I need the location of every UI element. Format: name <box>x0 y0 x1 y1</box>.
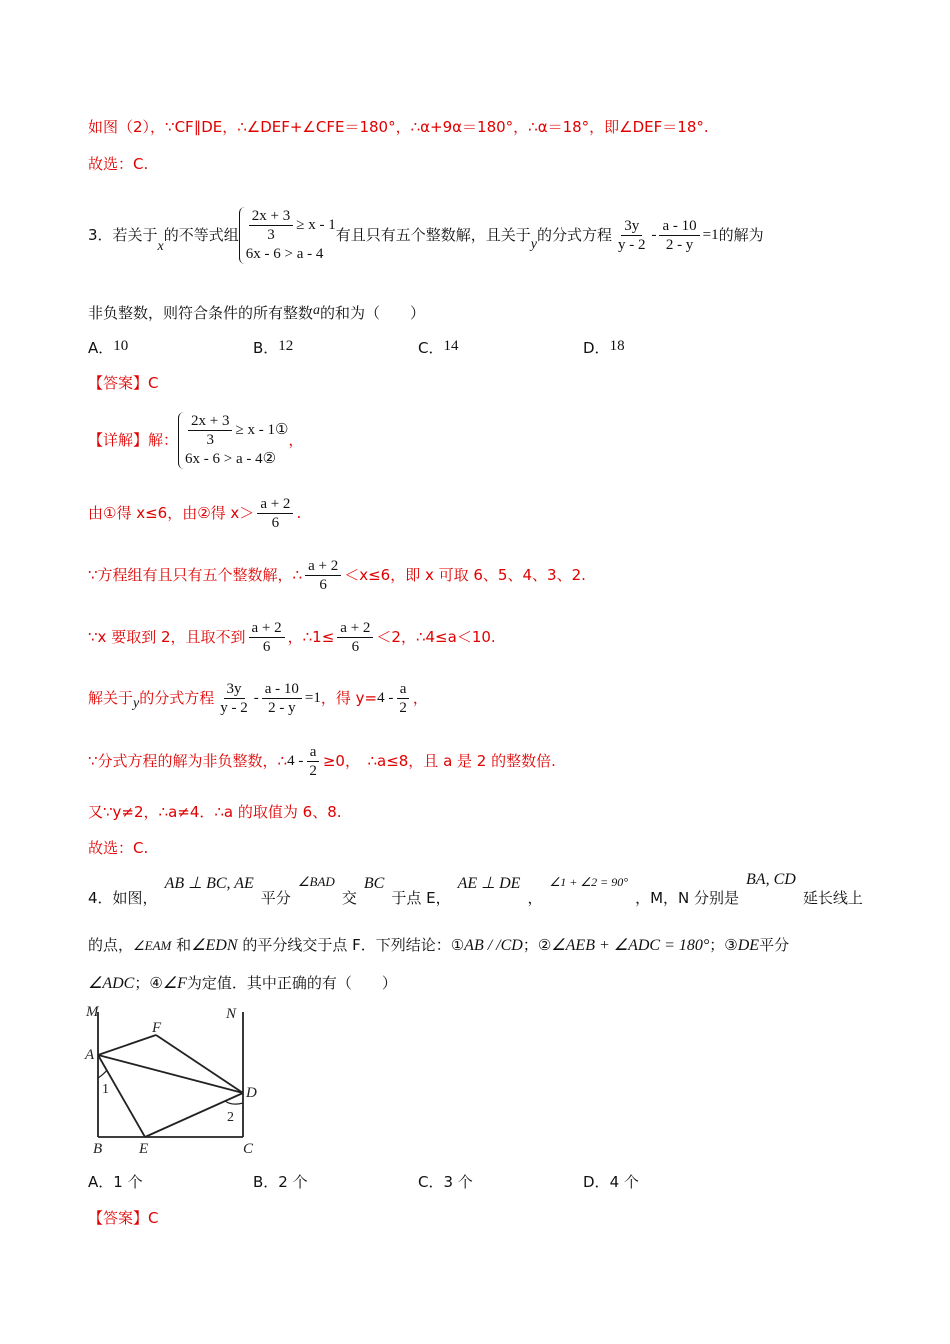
q4-geometry-diagram <box>80 1000 280 1160</box>
q3-ineq1-numerator: 2x + 3 <box>249 207 293 226</box>
q3-step4-text-c: ，得 y= <box>320 689 378 707</box>
q4-math-6: BA, CD <box>746 871 796 888</box>
label-F: F <box>152 1020 162 1036</box>
q3-step3-end: ＜2，∴4≤a＜10. <box>376 628 496 646</box>
q3-detail-label: 【详解】解： <box>88 431 179 449</box>
q3-option-c[interactable]: C．14 <box>418 338 459 357</box>
q3-step1-text: 由①得 x≤6，由②得 x＞ <box>88 504 255 522</box>
q3-option-d[interactable]: D．18 <box>583 338 625 357</box>
label-A: A <box>85 1047 95 1063</box>
q3-step3-num2: a + 2 <box>337 619 373 638</box>
line-AF <box>98 1035 156 1055</box>
q3-step1-end: . <box>296 504 302 522</box>
q3-step4-rhs: =1 <box>304 690 321 706</box>
q3-inequality-system <box>239 207 336 264</box>
question-4-line3 <box>88 973 397 994</box>
q3-text-d: 的解为 <box>718 226 764 244</box>
q4-line2-text-f: 平分 <box>759 936 790 954</box>
q3-step2-end: ＜x≤6，即 x 可取 6、5、4、3、2. <box>344 566 586 584</box>
q3-step4-text: 解关于 <box>88 689 134 707</box>
q3-eq-f1-num: 3y <box>621 217 642 236</box>
q3-step1 <box>88 490 301 536</box>
label-D: D <box>246 1085 257 1101</box>
q4-text-3: 于点 E， <box>391 889 451 907</box>
q3-step3-text: ∵x 要取到 2，且取不到 <box>88 628 246 646</box>
q3-step5-end: ≥0， ∴a≤8，且 a 是 2 的整数倍. <box>322 752 556 770</box>
q4-line2-text-c: 的平分线交于点 F．下列结论：① <box>242 936 465 954</box>
q3-step4 <box>88 675 428 721</box>
q4-text-2: 交 <box>341 889 357 907</box>
q4-math-11: DE <box>737 937 760 954</box>
q4-math-2: ∠BAD <box>297 874 335 889</box>
q3-number: 3．若关于 <box>88 226 158 244</box>
q3-step4-minus: - <box>253 690 259 706</box>
q3-step4-var: y <box>133 696 140 711</box>
solution-2-line: 如图（2），∵CF∥DE，∴∠DEF+∠CFE＝180°，∴α+9α＝180°，∴α＝18°，即∠DEF＝18°. <box>88 118 709 136</box>
q3-step2-den: 6 <box>319 576 327 593</box>
question-3-line2 <box>88 303 425 325</box>
q3-detail-ineq1-den: 3 <box>206 431 214 448</box>
q4-text-4: ， <box>527 889 543 907</box>
q4-line2-text-d: ；② <box>522 936 552 954</box>
q3-eq-f2-den: 2 - y <box>665 236 694 253</box>
q3-step3-den1: 6 <box>262 638 271 655</box>
q4-line2-text-e: ；③ <box>709 936 738 954</box>
q4-math-7: ∠EAM <box>133 938 172 953</box>
q3-step5-value: 4 - <box>287 753 304 769</box>
q3-step4-f1-num: 3y <box>224 680 245 699</box>
label-B: B <box>93 1141 103 1157</box>
q3-step3-num1: a + 2 <box>249 619 285 638</box>
q4-number: 4．如图， <box>88 889 158 907</box>
q3-detail-ineq2: 6x - 6 > a - 4② <box>185 450 277 467</box>
q4-math-8: ∠EDN <box>191 937 238 954</box>
q4-math-1: AB ⊥ BC, AE <box>164 875 254 892</box>
label-M: M <box>86 1004 99 1020</box>
q3-step5-den: 2 <box>309 762 317 779</box>
q4-math-13: ∠F <box>162 975 187 992</box>
label-E: E <box>139 1141 149 1157</box>
question-4-line2 <box>88 935 789 956</box>
q3-var-y: y <box>530 237 537 252</box>
angle-2-arc <box>225 1101 243 1104</box>
q3-step1-den: 6 <box>271 514 280 531</box>
q3-step4-end: ， <box>412 689 428 707</box>
q3-option-b[interactable]: B．12 <box>253 338 294 357</box>
q3-detail-comma: ， <box>288 431 304 449</box>
q4-math-12: ∠ADC <box>88 975 135 992</box>
angle-1-arc <box>98 1070 107 1078</box>
q3-step5-text: ∵分式方程的解为非负整数，∴ <box>88 752 288 770</box>
q3-step4-f1-den: y - 2 <box>220 699 248 716</box>
q3-ineq2: 6x - 6 > a - 4 <box>245 245 324 262</box>
q3-eq-rhs: =1 <box>702 227 719 243</box>
q3-detail-line <box>88 405 303 475</box>
label-angle-1: 1 <box>102 1082 109 1097</box>
q3-eq-f2-num: a - 10 <box>659 217 699 236</box>
q3-step6: 又∵y≠2，∴a≠4．∴a 的取值为 6、8. <box>88 803 342 821</box>
q3-detail-system <box>178 412 288 469</box>
q4-line2-text-b: 和 <box>176 936 192 954</box>
solution-2-conclusion: 故选：C. <box>88 155 149 173</box>
q3-step1-num: a + 2 <box>257 495 293 514</box>
q4-line3-text-a: ；④ <box>134 974 163 992</box>
q3-step3 <box>88 614 496 660</box>
question-3-line1 <box>88 190 764 280</box>
label-N: N <box>226 1006 237 1022</box>
q4-line2-text-a: 的点， <box>88 936 134 954</box>
label-angle-2: 2 <box>227 1110 234 1125</box>
q3-eq-f1-den: y - 2 <box>617 236 646 253</box>
q4-option-a[interactable]: A．1 个 <box>88 1173 143 1191</box>
q3-step2-text: ∵方程组有且只有五个整数解，∴ <box>88 566 303 584</box>
q4-line3-text-b: 为定值．其中正确的有（ ） <box>186 974 397 992</box>
label-C: C <box>243 1141 254 1157</box>
q3-line2-text: 非负整数，则符合条件的所有整数 <box>88 304 314 322</box>
q3-detail-ineq1-rest: ≥ x - 1① <box>235 422 289 438</box>
question-4-line1 <box>88 872 863 908</box>
q3-step4-den: 2 <box>399 699 407 716</box>
q4-option-b[interactable]: B．2 个 <box>253 1173 308 1191</box>
q4-math-4: AE ⊥ DE <box>457 875 521 892</box>
q3-eq-minus: - <box>651 227 657 243</box>
q3-conclusion: 故选：C. <box>88 839 149 857</box>
q3-step4-value: 4 - <box>377 690 394 706</box>
q4-option-c[interactable]: C．3 个 <box>418 1173 473 1191</box>
q3-step5-num: a <box>307 743 320 762</box>
q3-var-x: x <box>157 239 164 254</box>
q4-text-6: 延长线上 <box>802 889 863 907</box>
q3-step5 <box>88 738 556 784</box>
q4-text-1: 平分 <box>260 889 291 907</box>
q3-var-a: a <box>313 303 321 318</box>
q3-step2-num: a + 2 <box>305 557 341 576</box>
q3-ineq1-rest: ≥ x - 1 <box>296 217 336 233</box>
q3-detail-ineq1-num: 2x + 3 <box>188 412 232 431</box>
q3-ineq1-denominator: 3 <box>267 226 275 243</box>
q4-math-3: BC <box>363 875 385 892</box>
q4-option-d[interactable]: D．4 个 <box>583 1173 639 1191</box>
q4-answer: 【答案】C <box>88 1209 159 1227</box>
q4-math-9: AB / /CD <box>464 937 523 954</box>
q3-text-a: 的不等式组 <box>163 226 239 244</box>
line-FD <box>156 1035 243 1093</box>
q3-step4-f2-den: 2 - y <box>268 699 296 716</box>
q4-text-5: ，M，N 分别是 <box>635 889 739 907</box>
q3-step2 <box>88 552 586 598</box>
q4-math-5: ∠1 + ∠2 = 90° <box>549 875 629 889</box>
q3-text-c: 的分式方程 <box>536 226 612 244</box>
q3-step3-mid: ，∴1≤ <box>287 628 335 646</box>
q3-step3-den2: 6 <box>351 638 360 655</box>
q3-answer: 【答案】C <box>88 374 159 392</box>
q3-step4-text-b: 的分式方程 <box>139 689 215 707</box>
q3-option-a[interactable]: A．10 <box>88 338 129 357</box>
q3-step4-f2-num: a - 10 <box>262 680 302 699</box>
q3-line2-text-b: 的和为（ ） <box>320 304 426 322</box>
line-AD <box>98 1055 243 1093</box>
q3-text-b: 有且只有五个整数解，且关于 <box>335 226 531 244</box>
q3-step4-num: a <box>397 680 410 699</box>
q4-math-10: ∠AEB + ∠ADC = 180° <box>551 937 710 954</box>
